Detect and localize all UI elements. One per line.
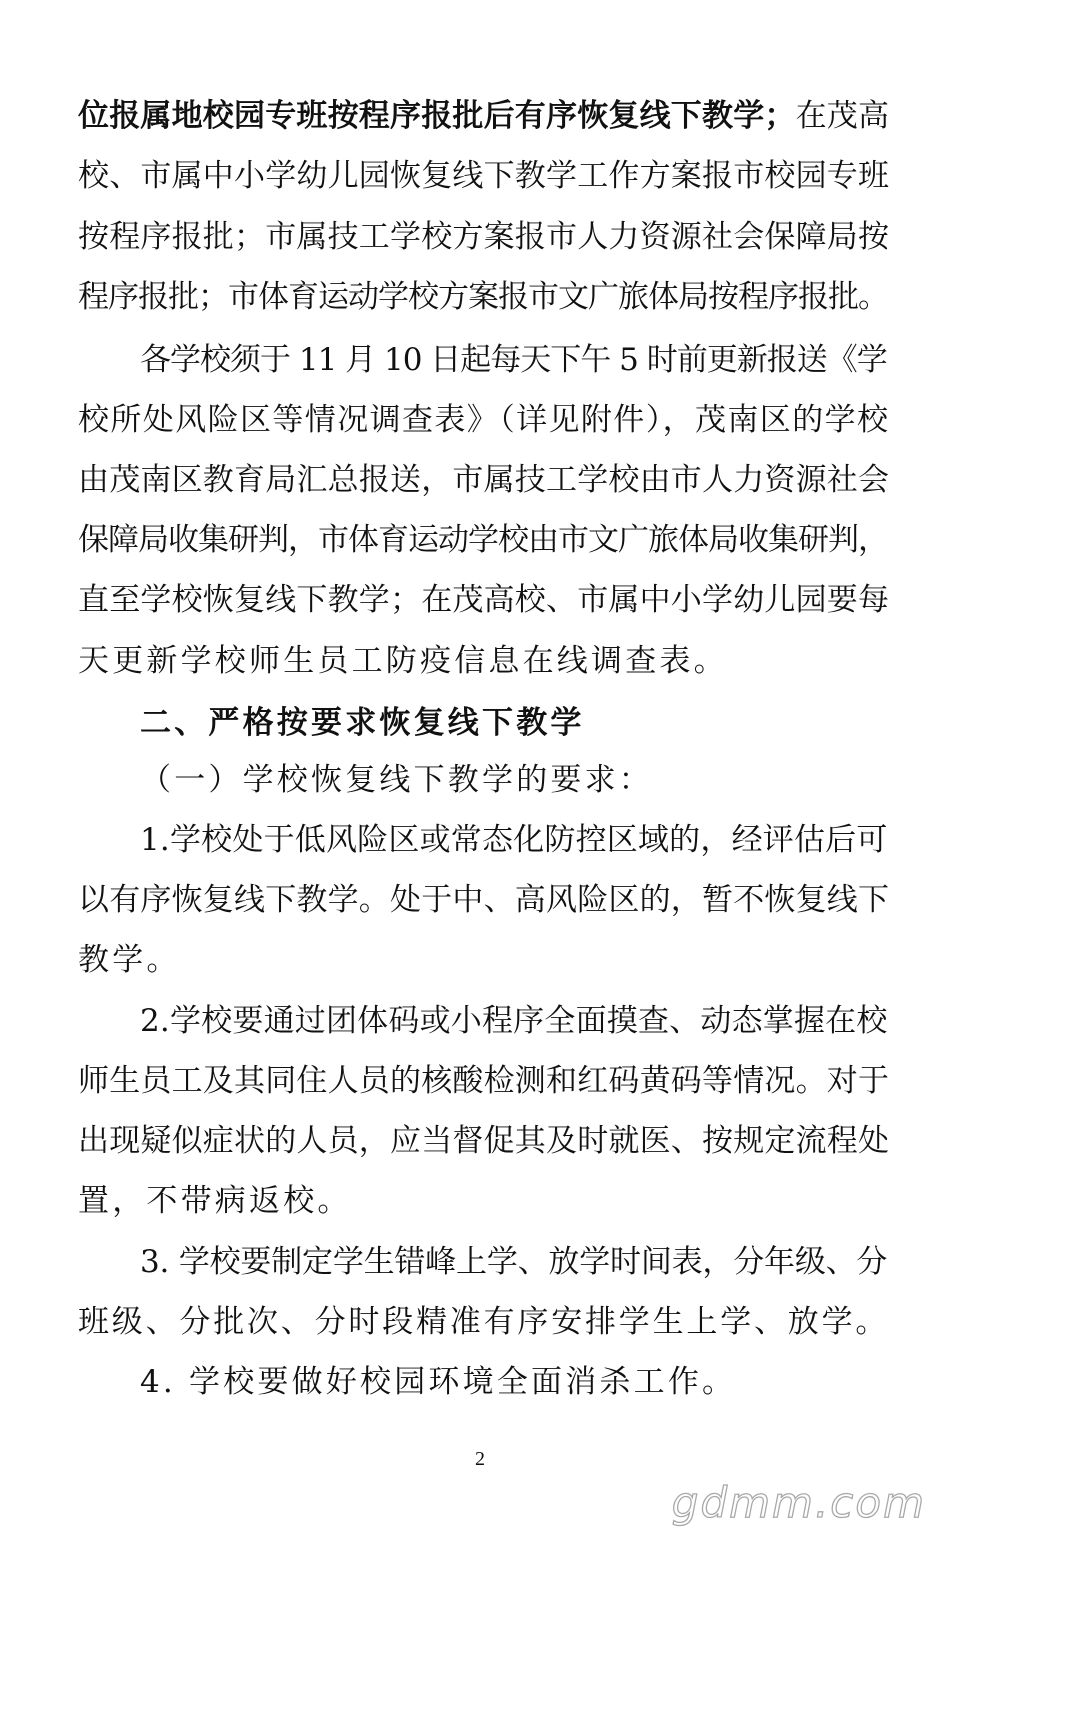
section-heading: 二、严格按要求恢复线下教学 (140, 705, 585, 741)
list-item-4-line: 4. 学校要做好校园环境全面消杀工作。 (140, 1364, 737, 1400)
list-item-2-line: 2.学校要通过团体码或小程序全面摸查、动态掌握在校 (140, 1003, 888, 1039)
text-line: 校、市属中小学幼儿园恢复线下教学工作方案报市校园专班 (78, 158, 890, 194)
paragraph-start-line: 各学校须于 11 月 10 日起每天下午 5 时前更新报送《学 (140, 342, 887, 378)
text-line: 置，不带病返校。 (78, 1183, 352, 1219)
text-line: 出现疑似症状的人员，应当督促其及时就医、按规定流程处 (78, 1123, 890, 1159)
list-item-1-line: 1.学校处于低风险区或常态化防控区域的，经评估后可 (140, 822, 888, 858)
text-line: 程序报批；市体育运动学校方案报市文广旅体局按程序报批。 (78, 279, 888, 315)
text-segment: 在茂高 (795, 98, 890, 134)
text-line: 班级、分批次、分时段精准有序安排学生上学、放学。 (78, 1304, 890, 1340)
text-line: 保障局收集研判，市体育运动学校由市文广旅体局收集研判， (78, 522, 888, 558)
watermark-logo: gdmm.com (671, 1478, 926, 1527)
list-item-3-line: 3. 学校要制定学生错峰上学、放学时间表，分年级、分 (140, 1244, 888, 1280)
text-line: 师生员工及其同住人员的核酸检测和红码黄码等情况。对于 (78, 1063, 890, 1099)
text-line: 天更新学校师生员工防疫信息在线调查表。 (78, 643, 728, 679)
text-line (78, 96, 889, 136)
subsection-heading: （一）学校恢复线下教学的要求： (140, 762, 653, 798)
text-line: 由茂南区教育局汇总报送，市属技工学校由市人力资源社会 (78, 462, 890, 498)
text-line: 按程序报批；市属技工学校方案报市人力资源社会保障局按 (78, 219, 890, 255)
text-line: 教学。 (78, 942, 181, 978)
text-line: 以有序恢复线下教学。处于中、高风险区的，暂不恢复线下 (78, 882, 890, 918)
text-line: 校所处风险区等情况调查表》（详见附件），茂南区的学校 (78, 402, 890, 438)
text-line: 直至学校恢复线下教学；在茂高校、市属中小学幼儿园要每 (78, 582, 890, 618)
page-number: 2 (475, 1448, 485, 1470)
bold-text-segment: 位报属地校园专班按程序报批后有序恢复线下教学； (78, 98, 796, 134)
